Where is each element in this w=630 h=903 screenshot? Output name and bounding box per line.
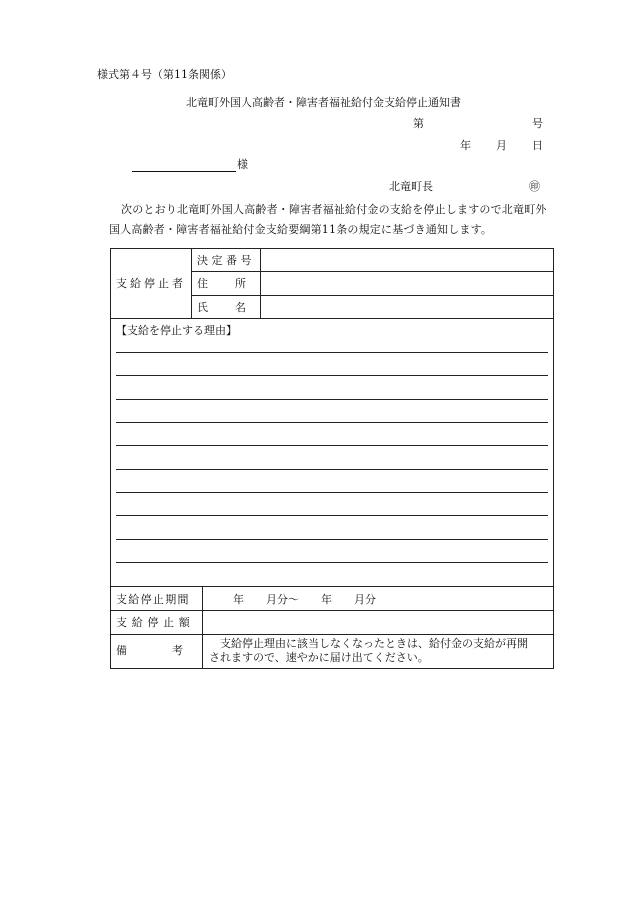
number-prefix: 第 xyxy=(413,117,424,130)
reason-field[interactable] xyxy=(116,340,548,566)
seal-mark: ㊞ xyxy=(529,180,540,193)
reason-rule xyxy=(116,399,548,400)
body-text-line-1: 次のとおり北竜町外国人高齢者・障害者福祉給付金の支給を停止しますので北竜町外 xyxy=(121,203,547,216)
remarks-text-line-2: されますので、速やかに届け出てください。 xyxy=(209,651,429,664)
stop-amount-field[interactable] xyxy=(205,612,551,633)
form-number: 様式第４号（第11条関係） xyxy=(97,68,232,81)
stopped-person-label: 支給停止者 xyxy=(116,277,186,290)
reason-rule xyxy=(116,445,548,446)
date-day: 日 xyxy=(532,139,543,152)
stop-amount-label: 支給停止額 xyxy=(116,616,195,629)
reason-rule xyxy=(116,375,548,376)
document-title: 北竜町外国人高齢者・障害者福祉給付金支給停止通知書 xyxy=(186,96,461,109)
decision-number-field[interactable] xyxy=(262,250,552,271)
reason-rule xyxy=(116,539,548,540)
reason-rule xyxy=(116,352,548,353)
number-suffix: 号 xyxy=(532,117,543,130)
stop-period-value[interactable]: 年 月分～ 年 月分 xyxy=(233,593,376,606)
reason-rule xyxy=(116,515,548,516)
reason-label: 【支給を停止する理由】 xyxy=(116,324,237,337)
issuer-name: 北竜町長 xyxy=(389,180,433,193)
date-month: 月 xyxy=(496,139,507,152)
reason-rule xyxy=(116,469,548,470)
reason-rule xyxy=(116,422,548,423)
body-text-line-2: 国人高齢者・障害者福祉給付金支給要綱第11条の規定に基づき通知します。 xyxy=(109,223,493,236)
stop-period-label: 支給停止期間 xyxy=(116,593,190,606)
name-field[interactable] xyxy=(262,297,552,318)
decision-number-label: 決定番号 xyxy=(197,254,255,267)
remarks-label: 備 考 xyxy=(116,644,186,657)
reason-rule xyxy=(116,562,548,563)
reason-rule xyxy=(116,492,548,493)
address-label: 住 所 xyxy=(197,277,254,290)
address-field[interactable] xyxy=(262,273,552,294)
remarks-text-line-1: 支給停止理由に該当しなくなったときは、給付金の支給が再開 xyxy=(220,637,528,650)
name-label: 氏 名 xyxy=(197,301,254,314)
date-year: 年 xyxy=(460,139,471,152)
addressee-suffix: 様 xyxy=(237,158,248,171)
